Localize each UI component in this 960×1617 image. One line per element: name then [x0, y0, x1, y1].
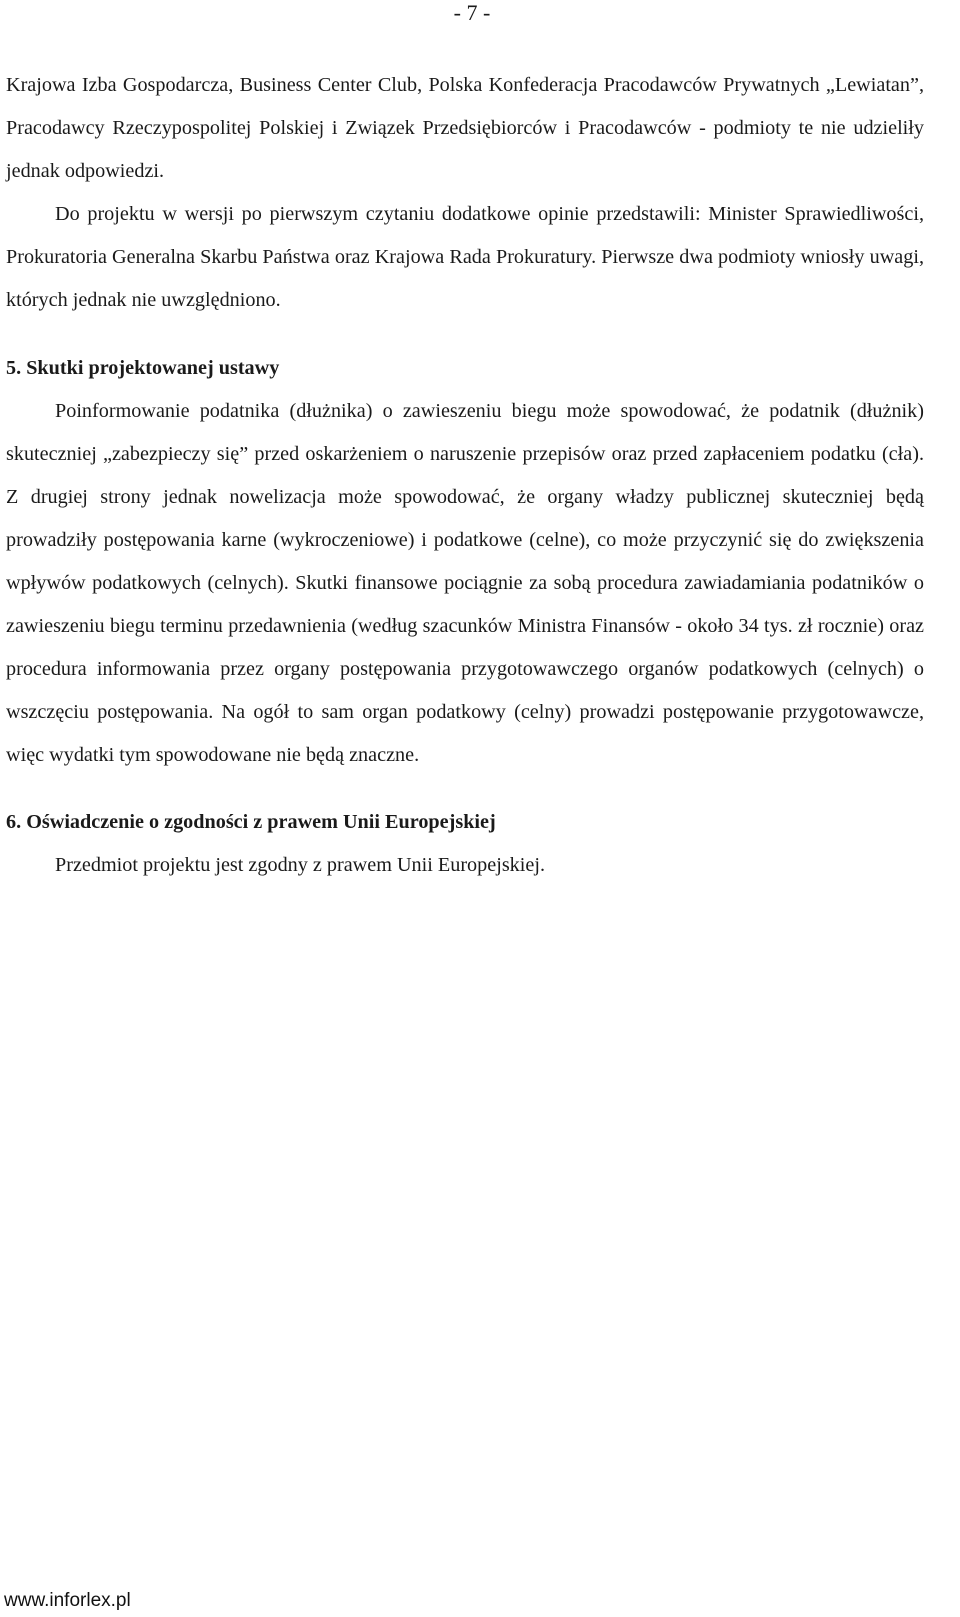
page-number	[0, 0, 960, 26]
spacer	[6, 777, 924, 801]
section-5-body: Poinformowanie podatnika (dłużnika) o zawieszeniu biegu może spowodować, że podatnik (dłużnik) skuteczniej „zabezpieczy się” przed oskarżeniem o naruszenie przepisów oraz przed zapłaceniem podatku (cła). Z drugiej strony jednak nowelizacja może spowodować, że organy władzy publicznej skuteczniej będą prowadziły postępowania karne (wykroczeniowe) i podatkowe (celne), co może przyczynić się do zwiększenia wpływów podatkowych (celnych). Skutki finansowe pociągnie za sobą procedura zawiadamiania podatników o zawieszeniu biegu terminu przedawnienia (według szacunków Ministra Finansów - około 34 tys. zł rocznie) oraz procedura informowania przez organy postępowania przygotowawczego organów podatkowych (celnych) o wszczęciu postępowania. Na ogół to sam organ podatkowy (celny) prowadzi postępowanie przygotowawcze, więc wydatki tym spowodowane nie będą znaczne.	[6, 400, 924, 766]
section-6-body: Przedmiot projektu jest zgodny z prawem Unii Europejskiej.	[55, 854, 545, 876]
paragraph-additional-opinions: Do projektu w wersji po pierwszym czytaniu dodatkowe opinie przedstawili: Minister Sprawiedliwości, Prokuratoria Generalna Skarbu Państwa oraz Krajowa Rada Prokuratury. Pierwsze dwa podmioty wniosły uwagi, których jednak nie uwzględniono.	[6, 203, 924, 311]
document-body	[6, 64, 924, 887]
page-number-text: - 7 -	[453, 0, 491, 25]
footer-url: www.inforlex.pl	[4, 1590, 131, 1611]
section-6-heading: 6. Oświadczenie o zgodności z prawem Unii Europejskiej	[6, 811, 496, 833]
paragraph-consultation-bodies: Krajowa Izba Gospodarcza, Business Center Club, Polska Konfederacja Pracodawców Prywatnych „Lewiatan”, Pracodawcy Rzeczypospolitej Polskiej i Związek Przedsiębiorców i Pracodawców - podmioty te nie udzieliły jednak odpowiedzi.	[6, 74, 924, 182]
spacer	[6, 322, 924, 347]
section-5-heading: 5. Skutki projektowanej ustawy	[6, 357, 280, 379]
